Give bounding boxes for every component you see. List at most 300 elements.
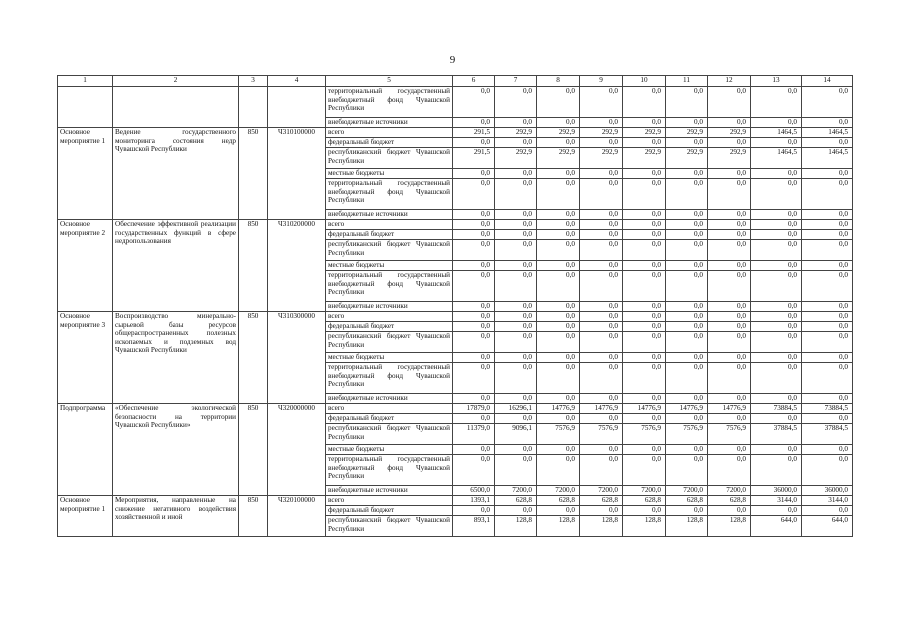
value-cell: 292,9: [495, 148, 537, 169]
value-cell: 0,0: [623, 312, 666, 322]
funding-source: республиканский бюджет Чувашской Республики: [326, 332, 453, 353]
value-cell: 6500,0: [453, 486, 495, 496]
value-cell: 1464,5: [751, 128, 802, 138]
grbs-code: 850: [239, 220, 268, 312]
empty-cell: [239, 87, 268, 128]
value-cell: 14776,9: [537, 404, 580, 414]
value-cell: 0,0: [666, 332, 708, 353]
value-cell: 0,0: [751, 179, 802, 210]
funding-source: республиканский бюджет Чувашской Республики: [326, 148, 453, 169]
value-cell: 0,0: [751, 353, 802, 363]
funding-source: внебюджетные источники: [326, 394, 453, 404]
value-cell: 0,0: [666, 118, 708, 128]
value-cell: 0,0: [453, 445, 495, 455]
value-cell: 628,8: [708, 496, 751, 506]
value-cell: 0,0: [580, 271, 623, 302]
column-header: 2: [113, 76, 239, 87]
value-cell: 0,0: [708, 179, 751, 210]
budget-class-code: Ч310300000: [268, 312, 326, 404]
value-cell: 0,0: [580, 220, 623, 230]
value-cell: 0,0: [623, 445, 666, 455]
value-cell: 0,0: [495, 261, 537, 271]
funding-source: федеральный бюджет: [326, 138, 453, 148]
value-cell: 14776,9: [623, 404, 666, 414]
value-cell: 0,0: [495, 455, 537, 486]
value-cell: 628,8: [537, 496, 580, 506]
value-cell: 0,0: [495, 302, 537, 312]
value-cell: 292,9: [537, 148, 580, 169]
value-cell: 0,0: [623, 240, 666, 261]
value-cell: 0,0: [537, 455, 580, 486]
funding-source: местные бюджеты: [326, 445, 453, 455]
value-cell: 0,0: [666, 179, 708, 210]
value-cell: 0,0: [453, 210, 495, 220]
value-cell: 0,0: [666, 302, 708, 312]
funding-source: внебюджетные источники: [326, 118, 453, 128]
value-cell: 0,0: [580, 455, 623, 486]
value-cell: 0,0: [537, 230, 580, 240]
value-cell: 0,0: [802, 445, 853, 455]
value-cell: 0,0: [580, 118, 623, 128]
value-cell: 0,0: [580, 240, 623, 261]
value-cell: 0,0: [666, 322, 708, 332]
value-cell: 0,0: [453, 332, 495, 353]
value-cell: 7576,9: [537, 424, 580, 445]
value-cell: 0,0: [623, 179, 666, 210]
value-cell: 14776,9: [708, 404, 751, 414]
value-cell: 0,0: [495, 394, 537, 404]
value-cell: 0,0: [751, 210, 802, 220]
value-cell: 0,0: [495, 87, 537, 118]
value-cell: 0,0: [580, 363, 623, 394]
column-header: 5: [326, 76, 453, 87]
value-cell: 0,0: [751, 271, 802, 302]
value-cell: 0,0: [708, 271, 751, 302]
value-cell: 14776,9: [666, 404, 708, 414]
value-cell: 0,0: [708, 138, 751, 148]
value-cell: 893,1: [453, 516, 495, 537]
value-cell: 0,0: [751, 414, 802, 424]
value-cell: 292,9: [666, 128, 708, 138]
value-cell: 0,0: [623, 220, 666, 230]
value-cell: 0,0: [751, 332, 802, 353]
value-cell: 292,9: [495, 128, 537, 138]
measure-name: Обеспечение эффективной реализации государственных функций в сфере недропользования: [113, 220, 239, 312]
value-cell: 0,0: [751, 261, 802, 271]
value-cell: 0,0: [623, 394, 666, 404]
value-cell: 128,8: [708, 516, 751, 537]
value-cell: 0,0: [495, 506, 537, 516]
grbs-code: 850: [239, 128, 268, 220]
value-cell: 0,0: [751, 138, 802, 148]
value-cell: 73884,5: [751, 404, 802, 414]
value-cell: 37884,5: [802, 424, 853, 445]
value-cell: 0,0: [708, 455, 751, 486]
budget-class-code: Ч320100000: [268, 496, 326, 537]
value-cell: 0,0: [495, 363, 537, 394]
value-cell: 628,8: [580, 496, 623, 506]
column-header: 3: [239, 76, 268, 87]
measure-name: Ведение государственного мониторинга состояния недр Чувашской Республики: [113, 128, 239, 220]
value-cell: 3144,0: [802, 496, 853, 506]
value-cell: 0,0: [666, 261, 708, 271]
value-cell: 0,0: [495, 353, 537, 363]
value-cell: 0,0: [666, 506, 708, 516]
value-cell: 0,0: [666, 312, 708, 322]
column-header: 8: [537, 76, 580, 87]
value-cell: 3144,0: [751, 496, 802, 506]
value-cell: 0,0: [580, 322, 623, 332]
value-cell: 36000,0: [751, 486, 802, 496]
value-cell: 0,0: [751, 506, 802, 516]
value-cell: 0,0: [537, 322, 580, 332]
column-header: 10: [623, 76, 666, 87]
value-cell: 291,5: [453, 148, 495, 169]
value-cell: 0,0: [751, 118, 802, 128]
value-cell: 0,0: [537, 261, 580, 271]
value-cell: 0,0: [708, 118, 751, 128]
funding-source: республиканский бюджет Чувашской Республики: [326, 424, 453, 445]
value-cell: 0,0: [495, 332, 537, 353]
value-cell: 0,0: [751, 445, 802, 455]
value-cell: 0,0: [453, 414, 495, 424]
value-cell: 128,8: [580, 516, 623, 537]
value-cell: 0,0: [666, 353, 708, 363]
value-cell: 0,0: [537, 118, 580, 128]
funding-source: федеральный бюджет: [326, 322, 453, 332]
value-cell: 0,0: [708, 261, 751, 271]
funding-source: внебюджетные источники: [326, 302, 453, 312]
value-cell: 0,0: [666, 230, 708, 240]
funding-source: всего: [326, 496, 453, 506]
funding-source: территориальный государственный внебюджетный фонд Чувашской Республики: [326, 455, 453, 486]
value-cell: 0,0: [802, 240, 853, 261]
value-cell: 0,0: [495, 210, 537, 220]
value-cell: 0,0: [751, 322, 802, 332]
value-cell: 17879,0: [453, 404, 495, 414]
value-cell: 0,0: [751, 87, 802, 118]
value-cell: 0,0: [623, 302, 666, 312]
table-row: [58, 312, 853, 322]
value-cell: 0,0: [453, 179, 495, 210]
funding-source: федеральный бюджет: [326, 230, 453, 240]
measure-name: Мероприятия, направленные на снижение негативного воздействия хозяйственной и иной: [113, 496, 239, 537]
funding-source: местные бюджеты: [326, 169, 453, 179]
value-cell: 7200,0: [537, 486, 580, 496]
value-cell: 0,0: [580, 445, 623, 455]
value-cell: 0,0: [453, 322, 495, 332]
value-cell: 0,0: [666, 363, 708, 394]
value-cell: 0,0: [495, 179, 537, 210]
value-cell: 0,0: [453, 261, 495, 271]
value-cell: 1464,5: [802, 148, 853, 169]
funding-source: территориальный государственный внебюджетный фонд Чувашской Республики: [326, 87, 453, 118]
value-cell: 0,0: [580, 87, 623, 118]
value-cell: 0,0: [495, 220, 537, 230]
value-cell: 0,0: [580, 394, 623, 404]
value-cell: 0,0: [537, 506, 580, 516]
value-cell: 0,0: [623, 138, 666, 148]
value-cell: 0,0: [453, 240, 495, 261]
empty-cell: [268, 87, 326, 128]
budget-class-code: Ч320000000: [268, 404, 326, 496]
value-cell: 0,0: [580, 414, 623, 424]
value-cell: 0,0: [802, 414, 853, 424]
value-cell: 0,0: [453, 312, 495, 322]
value-cell: 292,9: [537, 128, 580, 138]
value-cell: 1464,5: [802, 128, 853, 138]
measure-type: Основное мероприятие 1: [58, 128, 113, 220]
value-cell: 0,0: [802, 261, 853, 271]
value-cell: 0,0: [802, 118, 853, 128]
value-cell: 0,0: [751, 455, 802, 486]
value-cell: 0,0: [453, 230, 495, 240]
table-row: [58, 404, 853, 414]
value-cell: 0,0: [537, 220, 580, 230]
funding-source: федеральный бюджет: [326, 506, 453, 516]
column-header: 1: [58, 76, 113, 87]
value-cell: 128,8: [623, 516, 666, 537]
value-cell: 0,0: [802, 271, 853, 302]
value-cell: 0,0: [580, 302, 623, 312]
value-cell: 0,0: [802, 394, 853, 404]
budget-class-code: Ч310100000: [268, 128, 326, 220]
value-cell: 0,0: [708, 506, 751, 516]
value-cell: 0,0: [537, 363, 580, 394]
value-cell: 0,0: [537, 210, 580, 220]
value-cell: 0,0: [751, 302, 802, 312]
empty-cell: [113, 87, 239, 128]
value-cell: 644,0: [802, 516, 853, 537]
value-cell: 0,0: [453, 118, 495, 128]
value-cell: 0,0: [495, 445, 537, 455]
value-cell: 0,0: [802, 353, 853, 363]
value-cell: 0,0: [666, 138, 708, 148]
value-cell: 0,0: [453, 353, 495, 363]
value-cell: 0,0: [802, 363, 853, 394]
column-header: 11: [666, 76, 708, 87]
grbs-code: 850: [239, 404, 268, 496]
value-cell: 0,0: [802, 312, 853, 322]
measure-type: Подпрограмма: [58, 404, 113, 496]
value-cell: 0,0: [666, 394, 708, 404]
value-cell: 0,0: [708, 87, 751, 118]
value-cell: 0,0: [537, 138, 580, 148]
table-row: [58, 87, 853, 118]
value-cell: 0,0: [708, 445, 751, 455]
value-cell: 0,0: [580, 230, 623, 240]
value-cell: 0,0: [623, 118, 666, 128]
value-cell: 0,0: [666, 271, 708, 302]
column-header: 9: [580, 76, 623, 87]
value-cell: 7200,0: [708, 486, 751, 496]
value-cell: 11379,0: [453, 424, 495, 445]
value-cell: 628,8: [623, 496, 666, 506]
value-cell: 0,0: [580, 506, 623, 516]
value-cell: 0,0: [453, 506, 495, 516]
grbs-code: 850: [239, 312, 268, 404]
value-cell: 1393,1: [453, 496, 495, 506]
funding-source: всего: [326, 404, 453, 414]
value-cell: 0,0: [453, 87, 495, 118]
value-cell: 0,0: [666, 169, 708, 179]
column-header: 12: [708, 76, 751, 87]
value-cell: 0,0: [623, 332, 666, 353]
value-cell: 0,0: [495, 322, 537, 332]
value-cell: 0,0: [580, 169, 623, 179]
value-cell: 0,0: [802, 302, 853, 312]
table-row: [58, 496, 853, 506]
value-cell: 0,0: [623, 271, 666, 302]
funding-source: всего: [326, 128, 453, 138]
value-cell: 628,8: [666, 496, 708, 506]
value-cell: 0,0: [580, 353, 623, 363]
value-cell: 7200,0: [623, 486, 666, 496]
value-cell: 0,0: [495, 271, 537, 302]
column-header: 14: [802, 76, 853, 87]
value-cell: 0,0: [623, 353, 666, 363]
value-cell: 0,0: [537, 445, 580, 455]
value-cell: 0,0: [453, 363, 495, 394]
funding-source: местные бюджеты: [326, 353, 453, 363]
value-cell: 292,9: [580, 128, 623, 138]
value-cell: 0,0: [495, 414, 537, 424]
value-cell: 14776,9: [580, 404, 623, 414]
value-cell: 0,0: [802, 332, 853, 353]
value-cell: 0,0: [802, 138, 853, 148]
value-cell: 0,0: [537, 353, 580, 363]
table-row: [58, 220, 853, 230]
value-cell: 128,8: [666, 516, 708, 537]
funding-source: республиканский бюджет Чувашской Республики: [326, 516, 453, 537]
value-cell: 0,0: [751, 230, 802, 240]
value-cell: 0,0: [580, 332, 623, 353]
value-cell: 128,8: [537, 516, 580, 537]
value-cell: 0,0: [453, 169, 495, 179]
value-cell: 0,0: [537, 332, 580, 353]
value-cell: 0,0: [495, 138, 537, 148]
value-cell: 0,0: [537, 312, 580, 322]
value-cell: 0,0: [802, 210, 853, 220]
funding-source: внебюджетные источники: [326, 486, 453, 496]
measure-type: Основное мероприятие 3: [58, 312, 113, 404]
value-cell: 7200,0: [666, 486, 708, 496]
value-cell: 1464,5: [751, 148, 802, 169]
value-cell: 7200,0: [495, 486, 537, 496]
funding-source: местные бюджеты: [326, 261, 453, 271]
value-cell: 0,0: [580, 312, 623, 322]
value-cell: 0,0: [708, 414, 751, 424]
value-cell: 0,0: [537, 414, 580, 424]
measure-type: Основное мероприятие 1: [58, 496, 113, 537]
value-cell: 0,0: [623, 261, 666, 271]
value-cell: 0,0: [751, 312, 802, 322]
value-cell: 0,0: [623, 506, 666, 516]
value-cell: 292,9: [708, 148, 751, 169]
value-cell: 0,0: [708, 220, 751, 230]
value-cell: 0,0: [495, 169, 537, 179]
value-cell: 0,0: [802, 179, 853, 210]
value-cell: 0,0: [666, 455, 708, 486]
value-cell: 0,0: [537, 302, 580, 312]
column-header: 6: [453, 76, 495, 87]
value-cell: 291,5: [453, 128, 495, 138]
value-cell: 0,0: [751, 240, 802, 261]
value-cell: 0,0: [802, 87, 853, 118]
value-cell: 0,0: [537, 87, 580, 118]
value-cell: 0,0: [580, 261, 623, 271]
value-cell: 0,0: [666, 220, 708, 230]
value-cell: 7576,9: [666, 424, 708, 445]
value-cell: 0,0: [623, 322, 666, 332]
budget-class-code: Ч310200000: [268, 220, 326, 312]
page-number: 9: [449, 54, 456, 66]
funding-source: федеральный бюджет: [326, 414, 453, 424]
value-cell: 37884,5: [751, 424, 802, 445]
value-cell: 0,0: [537, 179, 580, 210]
value-cell: 0,0: [537, 271, 580, 302]
value-cell: 0,0: [708, 302, 751, 312]
value-cell: 0,0: [708, 312, 751, 322]
grbs-code: 850: [239, 496, 268, 537]
measure-name: Воспроизводство минерально-сырьевой базы ресурсов общераспространенных полезных ископаемых и подземных вод Чувашской Республики: [113, 312, 239, 404]
value-cell: 0,0: [708, 353, 751, 363]
value-cell: 0,0: [802, 169, 853, 179]
value-cell: 16296,1: [495, 404, 537, 414]
funding-source: территориальный государственный внебюджетный фонд Чувашской Республики: [326, 363, 453, 394]
value-cell: 0,0: [623, 414, 666, 424]
value-cell: 0,0: [666, 445, 708, 455]
value-cell: 0,0: [580, 179, 623, 210]
value-cell: 7200,0: [580, 486, 623, 496]
value-cell: 0,0: [708, 230, 751, 240]
value-cell: 0,0: [623, 363, 666, 394]
value-cell: 7576,9: [708, 424, 751, 445]
value-cell: 0,0: [537, 240, 580, 261]
value-cell: 7576,9: [623, 424, 666, 445]
value-cell: 0,0: [453, 271, 495, 302]
value-cell: 0,0: [708, 394, 751, 404]
column-header: 4: [268, 76, 326, 87]
header-row: [58, 76, 853, 87]
column-header: 7: [495, 76, 537, 87]
table-row: [58, 128, 853, 138]
value-cell: 292,9: [623, 128, 666, 138]
funding-source: внебюджетные источники: [326, 210, 453, 220]
value-cell: 0,0: [495, 312, 537, 322]
measure-type: Основное мероприятие 2: [58, 220, 113, 312]
value-cell: 0,0: [708, 363, 751, 394]
value-cell: 9096,1: [495, 424, 537, 445]
value-cell: 0,0: [666, 87, 708, 118]
value-cell: 644,0: [751, 516, 802, 537]
value-cell: 0,0: [537, 394, 580, 404]
value-cell: 0,0: [751, 363, 802, 394]
value-cell: 0,0: [708, 240, 751, 261]
value-cell: 292,9: [580, 148, 623, 169]
value-cell: 0,0: [453, 302, 495, 312]
funding-source: всего: [326, 312, 453, 322]
value-cell: 0,0: [537, 169, 580, 179]
value-cell: 0,0: [666, 210, 708, 220]
funding-source: республиканский бюджет Чувашской Республики: [326, 240, 453, 261]
empty-cell: [58, 87, 113, 128]
value-cell: 0,0: [666, 414, 708, 424]
value-cell: 0,0: [708, 210, 751, 220]
funding-source: территориальный государственный внебюджетный фонд Чувашской Республики: [326, 179, 453, 210]
value-cell: 0,0: [802, 506, 853, 516]
value-cell: 0,0: [708, 322, 751, 332]
